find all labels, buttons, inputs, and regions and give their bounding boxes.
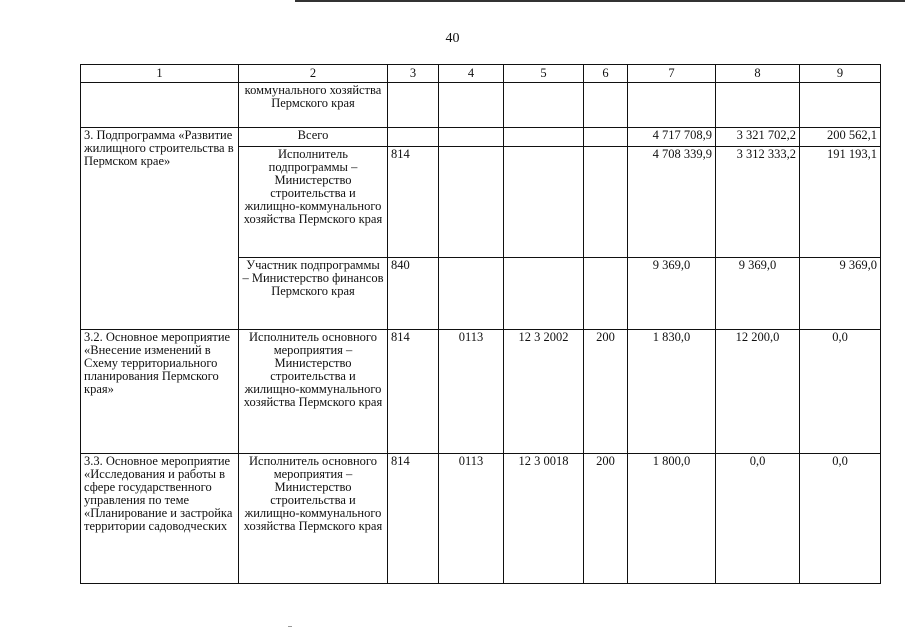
table-row	[81, 454, 881, 584]
vr-cell: 200	[584, 330, 628, 454]
executor-cell: Исполнитель подпрограммы – Министерство строительства и жилищно-коммунального хозяйства Пермского края	[239, 147, 388, 258]
year1-cell: 1 800,0	[628, 454, 716, 584]
grbs-cell: 840	[388, 258, 439, 330]
executor-cell: коммунального хозяйства Пермского края	[239, 83, 388, 128]
vr-cell	[584, 128, 628, 147]
empty-cell	[584, 83, 628, 128]
year2-cell: 9 369,0	[716, 258, 800, 330]
empty-cell	[504, 83, 584, 128]
rzpr-cell	[439, 147, 504, 258]
year3-cell: 9 369,0	[800, 258, 881, 330]
executor-cell: Всего	[239, 128, 388, 147]
year1-cell: 9 369,0	[628, 258, 716, 330]
header-col-8: 8	[716, 65, 800, 83]
executor-cell: Исполнитель основного мероприятия – Министерство строительства и жилищно-коммунального хозяйства Пермского края	[239, 454, 388, 584]
csr-cell	[504, 147, 584, 258]
header-col-9: 9	[800, 65, 881, 83]
grbs-cell: 814	[388, 454, 439, 584]
empty-cell	[800, 83, 881, 128]
year1-cell: 4 708 339,9	[628, 147, 716, 258]
budget-table	[80, 64, 881, 584]
measure-title-cell: 3.2. Основное мероприятие «Внесение изменений в Схему территориального планирования Пермского края»	[81, 330, 239, 454]
year2-cell: 0,0	[716, 454, 800, 584]
table-row	[81, 330, 881, 454]
csr-cell	[504, 258, 584, 330]
table-row	[81, 83, 881, 128]
year3-cell: 200 562,1	[800, 128, 881, 147]
rzpr-cell	[439, 258, 504, 330]
year2-cell: 12 200,0	[716, 330, 800, 454]
vr-cell: 200	[584, 454, 628, 584]
subprogram-title-cell: 3. Подпрограмма «Развитие жилищного строительства в Пермском крае»	[81, 128, 239, 330]
csr-cell: 12 3 2002	[504, 330, 584, 454]
header-col-5: 5	[504, 65, 584, 83]
year3-cell: 0,0	[800, 454, 881, 584]
grbs-cell: 814	[388, 147, 439, 258]
header-col-2: 2	[239, 65, 388, 83]
year1-cell: 4 717 708,9	[628, 128, 716, 147]
empty-cell	[388, 83, 439, 128]
executor-cell: Участник подпрограммы – Министерство финансов Пермского края	[239, 258, 388, 330]
top-rule	[295, 0, 905, 2]
executor-cell: Исполнитель основного мероприятия – Министерство строительства и жилищно-коммунального хозяйства Пермского края	[239, 330, 388, 454]
rzpr-cell: 0113	[439, 330, 504, 454]
year3-cell: 0,0	[800, 330, 881, 454]
year3-cell: 191 193,1	[800, 147, 881, 258]
rzpr-cell: 0113	[439, 454, 504, 584]
scan-speck	[288, 626, 292, 627]
rzpr-cell	[439, 128, 504, 147]
vr-cell	[584, 147, 628, 258]
table-row	[81, 128, 881, 147]
header-col-7: 7	[628, 65, 716, 83]
page-number: 40	[445, 31, 460, 46]
header-col-4: 4	[439, 65, 504, 83]
header-col-1: 1	[81, 65, 239, 83]
csr-cell: 12 3 0018	[504, 454, 584, 584]
empty-cell	[81, 83, 239, 128]
empty-cell	[628, 83, 716, 128]
empty-cell	[439, 83, 504, 128]
vr-cell	[584, 258, 628, 330]
header-col-3: 3	[388, 65, 439, 83]
header-col-6: 6	[584, 65, 628, 83]
measure-title-cell: 3.3. Основное мероприятие «Исследования и работы в сфере государственного управления по теме «Планирование и застройка территории садоводческих	[81, 454, 239, 584]
empty-cell	[716, 83, 800, 128]
year2-cell: 3 312 333,2	[716, 147, 800, 258]
year2-cell: 3 321 702,2	[716, 128, 800, 147]
grbs-cell	[388, 128, 439, 147]
year1-cell: 1 830,0	[628, 330, 716, 454]
table-header-row	[81, 65, 881, 83]
grbs-cell: 814	[388, 330, 439, 454]
csr-cell	[504, 128, 584, 147]
